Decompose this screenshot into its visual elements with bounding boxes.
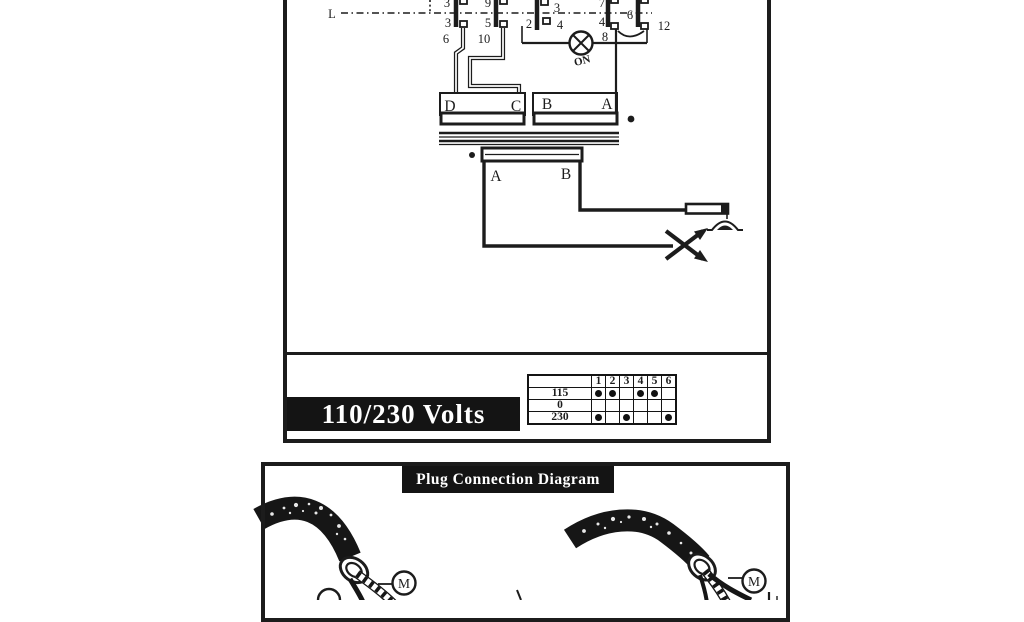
- panel-divider: [287, 352, 767, 355]
- link-table-cell: [662, 412, 677, 425]
- voltage-banner-label: 110/230 Volts: [321, 398, 486, 429]
- contact-label: 4: [556, 18, 564, 32]
- link-table-cell: [662, 400, 677, 412]
- voltage-banner: [287, 397, 520, 431]
- contact-label: 2: [525, 17, 533, 31]
- link-dot: [595, 390, 602, 397]
- link-dot: [623, 414, 630, 421]
- link-table-row: [528, 400, 676, 412]
- link-table-cell: [634, 412, 648, 425]
- link-table-col-header: 1: [592, 375, 606, 388]
- link-dot: [595, 414, 602, 421]
- link-table-cell: [606, 388, 620, 400]
- winding-label: C: [510, 98, 522, 115]
- plug-panel-title: Plug Connection Diagram: [416, 470, 600, 488]
- link-table-cell: [662, 388, 677, 400]
- link-table-col-header: 6: [662, 375, 677, 388]
- contact-label: 3: [444, 16, 452, 30]
- link-table-col-header: 4: [634, 375, 648, 388]
- contact-label: 3: [443, 0, 451, 10]
- link-table-row-label: 115: [528, 388, 592, 400]
- link-table-cell: [620, 400, 634, 412]
- winding-label: A: [490, 168, 502, 185]
- winding-label: B: [560, 166, 572, 183]
- link-dot: [665, 414, 672, 421]
- winding-label: D: [444, 98, 456, 115]
- contact-label: 3: [553, 1, 561, 15]
- contact-label: 10: [477, 32, 491, 46]
- link-table-col-header: 3: [620, 375, 634, 388]
- winding-label: B: [541, 96, 553, 113]
- contact-label: 5: [484, 16, 492, 30]
- svg-text:M: M: [397, 576, 411, 591]
- winding-label: A: [601, 96, 613, 113]
- link-table-cell: [648, 388, 662, 400]
- plug-connection-panel: [261, 462, 790, 622]
- linkage-label: L: [328, 7, 336, 21]
- link-table-cell: [592, 400, 606, 412]
- link-table-cell: [592, 412, 606, 425]
- link-table-col-header: 2: [606, 375, 620, 388]
- link-table-col-header: 5: [648, 375, 662, 388]
- contact-label: 7: [598, 0, 606, 10]
- link-table-cell: [592, 388, 606, 400]
- link-dot: [609, 390, 616, 397]
- link-table-row: [528, 388, 676, 400]
- contact-label: 8: [601, 30, 609, 44]
- link-table-row: [528, 412, 676, 425]
- link-table-cell: [648, 400, 662, 412]
- link-table-row-label: 0: [528, 400, 592, 412]
- contact-label: 9: [484, 0, 492, 10]
- link-table-cell: [634, 400, 648, 412]
- link-dot: [637, 390, 644, 397]
- contact-label: 6: [626, 8, 634, 22]
- link-table-header-row: [528, 375, 676, 388]
- lamp-label: ON: [572, 53, 592, 69]
- link-table-cell: [620, 388, 634, 400]
- link-table-cell: [606, 400, 620, 412]
- link-table-cell: [648, 412, 662, 425]
- wiring-diagram-panel: [283, 0, 771, 443]
- link-table: [527, 374, 677, 425]
- link-table-corner-cell: [528, 375, 592, 388]
- svg-text:M: M: [747, 574, 761, 589]
- contact-label: 4: [598, 15, 606, 29]
- link-table-wrap: [527, 374, 677, 425]
- plug-panel-title-banner: [402, 466, 614, 493]
- link-table-row-label: 230: [528, 412, 592, 425]
- contact-label: 12: [657, 19, 671, 33]
- contact-label: 6: [442, 32, 450, 46]
- link-table-cell: [606, 412, 620, 425]
- link-dot: [651, 390, 658, 397]
- link-table-cell: [634, 388, 648, 400]
- link-table-cell: [620, 412, 634, 425]
